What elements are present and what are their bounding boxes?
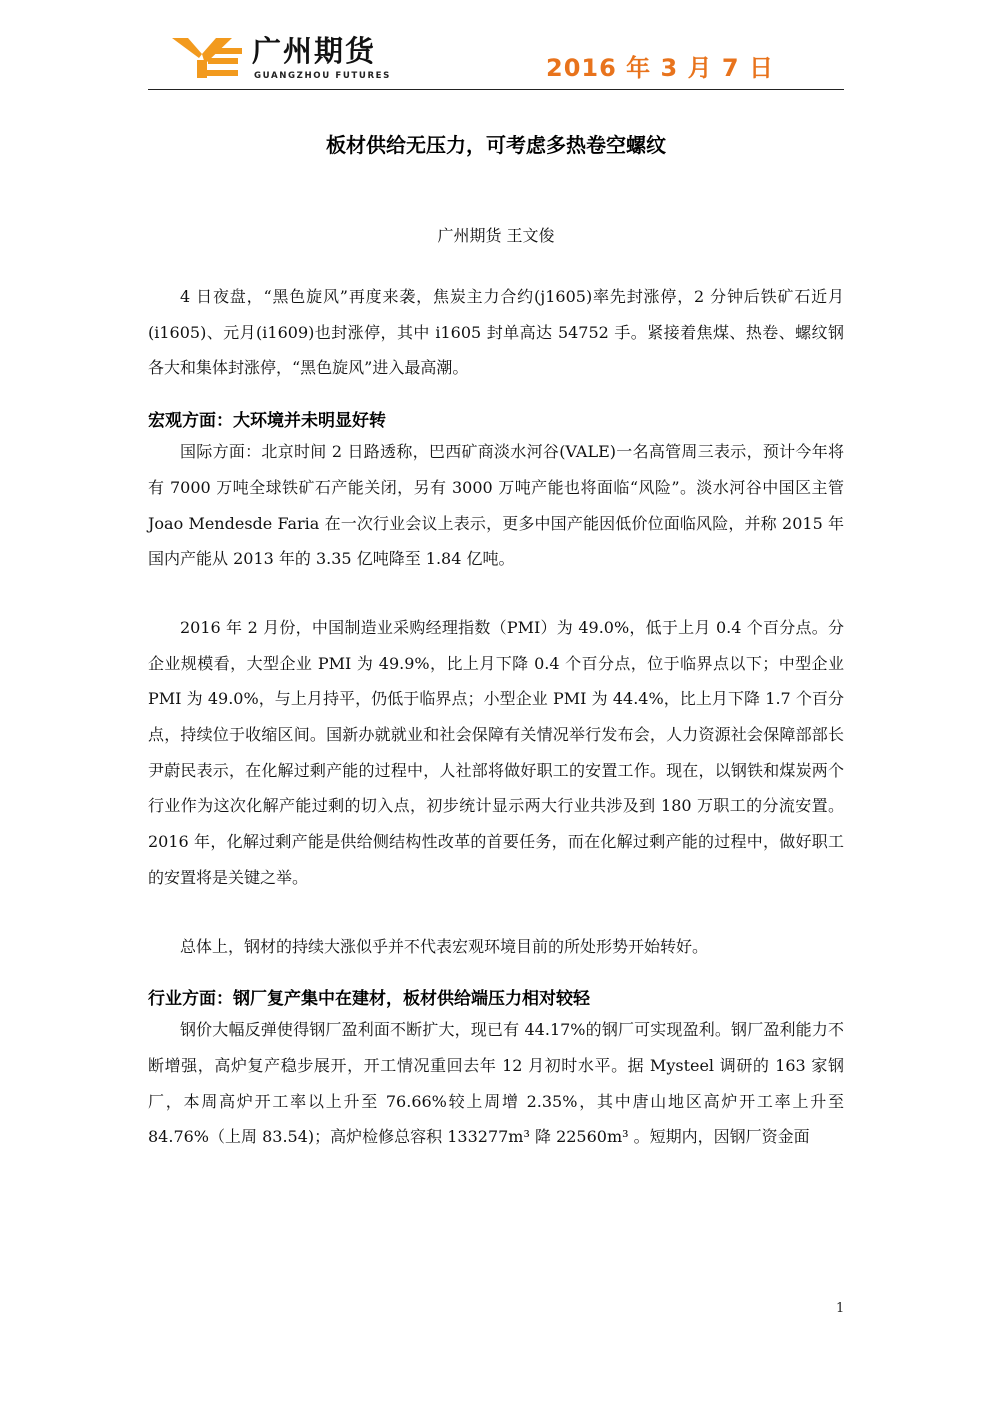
report-date: 2016 年 3 月 7 日	[546, 54, 774, 82]
header-divider	[148, 89, 844, 90]
brand-name-en: GUANGZHOU FUTURES	[254, 71, 391, 81]
section-heading-industry: 行业方面：钢厂复产集中在建材，板材供给端压力相对较轻	[148, 989, 590, 1010]
industry-paragraph-1: 钢价大幅反弹使得钢厂盈利面不断扩大，现已有 44.17%的钢厂可实现盈利。钢厂盈利能力不断增强，高炉复产稳步展开，开工情况重回去年 12 月初时水平。据 Mysteel 调研的 163 家钢厂，本周高炉开工率以上升至 76.66%较上周增 2.35%，其中唐山地区高炉开工率上升至 84.76%（上周 83.54)；高炉检修总容积 133277m³ 降 22560m³ 。短期内，因钢厂资金面	[148, 1020, 844, 1147]
macro-paragraph-1: 国际方面：北京时间 2 日路透称，巴西矿商淡水河谷(VALE)一名高管周三表示，预计今年将有 7000 万吨全球铁矿石产能关闭，另有 3000 万吨产能也将面临“风险”。淡水河谷中国区主管 Joao Mendesde Faria 在一次行业会议上表示，更多中国产能因低价位面临风险，并称 2015 年国内产能从 2013 年的 3.35 亿吨降至 1.84 亿吨。	[148, 442, 844, 569]
document-header	[148, 30, 844, 92]
article-author: 广州期货 王文俊	[437, 226, 555, 245]
page-number: 1	[836, 1301, 845, 1316]
brand-name-cn: 广州期货	[252, 34, 377, 68]
intro-paragraph: 4 日夜盘，“黑色旋风”再度来袭，焦炭主力合约(j1605)率先封涨停，2 分钟后铁矿石近月(i1605)、元月(i1609)也封涨停，其中 i1605 封单高达 54752 手。紧接着焦煤、热卷、螺纹钢各大和集体封涨停，“黑色旋风”进入最高潮。	[148, 287, 844, 378]
macro-paragraph-2: 2016 年 2 月份，中国制造业采购经理指数（PMI）为 49.0%，低于上月 0.4 个百分点。分企业规模看，大型企业 PMI 为 49.9%，比上月下降 0.4 个百分点，位于临界点以下；中型企业 PMI 为 49.0%，与上月持平，仍低于临界点；小型企业 PMI 为 44.4%，比上月下降 1.7 个百分点，持续位于收缩区间。国新办就就业和社会保障有关情况举行发布会，人力资源社会保障部部长尹蔚民表示，在化解过剩产能的过程中，人社部将做好职工的安置工作。现在，以钢铁和煤炭两个行业作为这次化解产能过剩的切入点，初步统计显示两大行业共涉及到 180 万职工的分流安置。2016 年，化解过剩产能是供给侧结构性改革的首要任务，而在化解过剩产能的过程中，做好职工的安置将是关键之举。	[148, 617, 844, 887]
article-body	[148, 130, 844, 1155]
article-title: 板材供给无压力，可考虑多热卷空螺纹	[326, 133, 666, 157]
section-heading-macro: 宏观方面：大环境并未明显好转	[148, 411, 386, 432]
macro-paragraph-3: 总体上，钢材的持续大涨似乎并不代表宏观环境目前的所处形势开始转好。	[180, 936, 709, 956]
guangzhou-futures-logo-icon	[172, 38, 242, 78]
